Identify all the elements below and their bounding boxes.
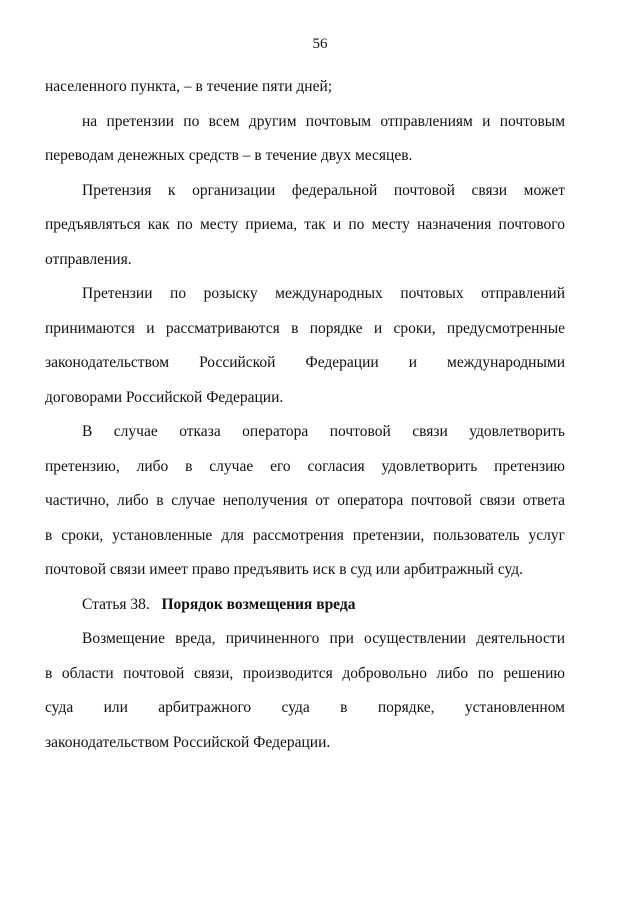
article-title: Порядок возмещения вреда bbox=[161, 595, 356, 613]
text-line: населенного пункта, – в течение пяти дней; bbox=[45, 78, 333, 95]
article-number: Статья 38. bbox=[82, 595, 150, 613]
article-heading bbox=[45, 588, 565, 623]
text-line: В случае отказа оператора почтовой связи удовлетворить bbox=[82, 423, 565, 440]
text-line: в области почтовой связи, производится добровольно либо по решению bbox=[45, 664, 565, 682]
text-line: почтовой связи имеет право предъявить иск в суд или арбитражный суд. bbox=[45, 561, 524, 578]
text-line: принимаются и рассматриваются в порядке и сроки, предусмотренные bbox=[45, 319, 565, 337]
text-line: суда или арбитражного суда в порядке, установленном bbox=[45, 699, 565, 716]
text-line: Претензии по розыску международных почтовых отправлений bbox=[82, 285, 565, 302]
text-line: частично, либо в случае неполучения от оператора почтовой связи ответа bbox=[45, 492, 565, 509]
page-number: 56 bbox=[312, 36, 328, 52]
text-line: отправления. bbox=[45, 250, 132, 268]
paragraph-claim-place bbox=[45, 174, 565, 278]
paragraph-international bbox=[45, 277, 565, 415]
text-line: Возмещение вреда, причиненного при осуществлении деятельности bbox=[82, 630, 565, 647]
paragraph-claims-other bbox=[45, 105, 565, 174]
text-line: в сроки, установленные для рассмотрения претензии, пользователь услуг bbox=[45, 526, 565, 544]
text-line: законодательством Российской Федерации. bbox=[45, 733, 331, 751]
paragraph-continuation bbox=[45, 70, 565, 105]
text-line: Претензия к организации федеральной почтовой связи может bbox=[82, 181, 565, 199]
text-line: предъявляться как по месту приема, так и по месту назначения почтового bbox=[45, 216, 565, 233]
paragraph-damage-compensation bbox=[45, 622, 565, 760]
text-line: на претензии по всем другим почтовым отправлениям и почтовым bbox=[82, 112, 565, 130]
text-body bbox=[45, 70, 565, 760]
text-line: договорами Российской Федерации. bbox=[45, 388, 284, 406]
text-line: законодательством Российской Федерации и международными bbox=[45, 354, 565, 371]
text-line: претензию, либо в случае его согласия удовлетворить претензию bbox=[45, 457, 565, 475]
text-line: переводам денежных средств – в течение двух месяцев. bbox=[45, 147, 413, 164]
paragraph-refusal bbox=[45, 415, 565, 588]
